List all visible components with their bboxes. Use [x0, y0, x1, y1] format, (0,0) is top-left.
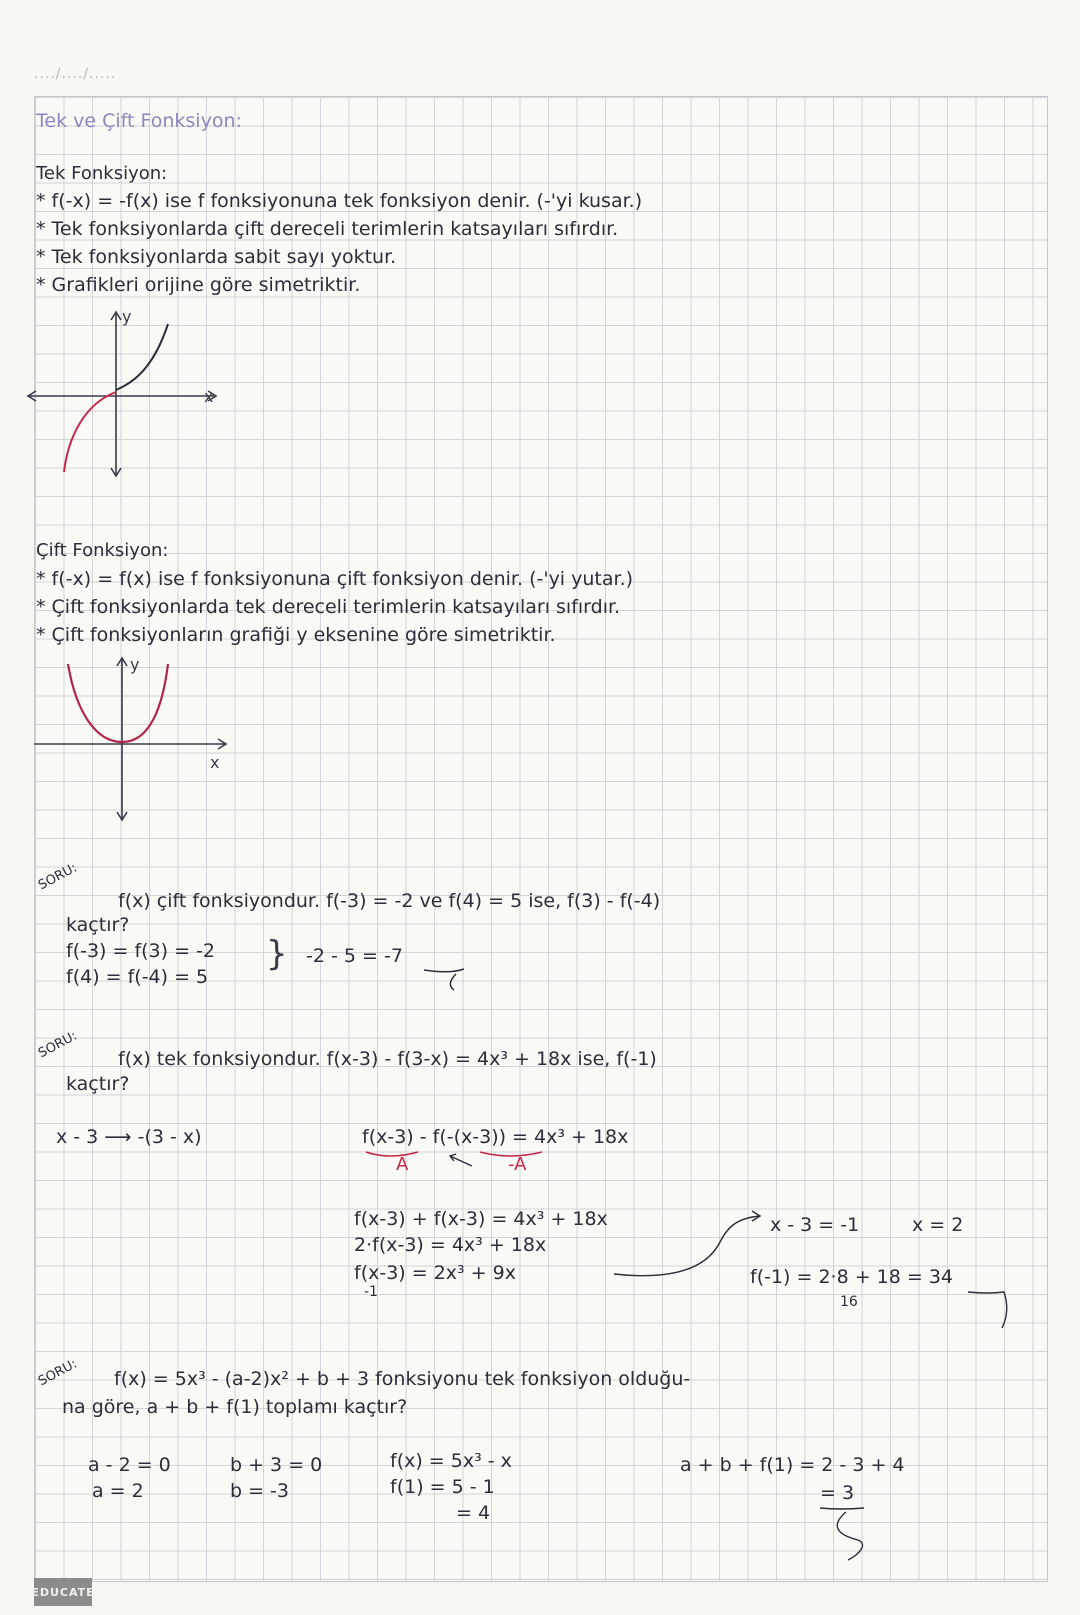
odd-line-2: * Tek fonksiyonlarda çift dereceli terimlerin katsayıları sıfırdır.	[36, 218, 619, 240]
even-function-graph	[30, 650, 240, 830]
q2-side-3: f(-1) = 2·8 + 18 = 34	[750, 1266, 954, 1288]
q2-answer-underline	[966, 1290, 1016, 1340]
q2-step-1: f(x-3) + f(x-3) = 4x³ + 18x	[354, 1208, 608, 1230]
q2-mark-a: A	[396, 1154, 409, 1175]
q2-question-line-1: f(x) tek fonksiyondur. f(x-3) - f(3-x) = 4x³ + 18x ise, f(-1)	[118, 1048, 657, 1070]
q3-b-step-2: b = -3	[230, 1480, 290, 1502]
q1-work-line-2: f(4) = f(-4) = 5	[66, 966, 209, 988]
q1-question-line-1: f(x) çift fonksiyondur. f(-3) = -2 ve f(4) = 5 ise, f(3) - f(-4)	[118, 890, 661, 912]
q2-label: SORU:	[36, 1028, 80, 1062]
q1-work-line-1: f(-3) = f(3) = -2	[66, 940, 216, 962]
q3-a-step-1: a - 2 = 0	[88, 1454, 171, 1476]
q3-a-step-2: a = 2	[92, 1480, 144, 1502]
q1-label: SORU:	[36, 860, 80, 894]
q2-substitution: x - 3 ⟶ -(3 - x)	[56, 1126, 202, 1148]
even-line-3: * Çift fonksiyonların grafiği y eksenine göre simetriktir.	[36, 624, 556, 646]
page-title: Tek ve Çift Fonksiyon:	[36, 110, 242, 132]
odd-heading: Tek Fonksiyon:	[36, 163, 168, 184]
q2-step-2: 2·f(x-3) = 4x³ + 18x	[354, 1234, 547, 1256]
q2-mark-neg-a: -A	[508, 1154, 527, 1175]
q2-main-equation: f(x-3) - f(-(x-3)) = 4x³ + 18x	[362, 1126, 629, 1148]
q3-answer-underline	[818, 1506, 898, 1566]
q2-side-3-note: 16	[840, 1294, 858, 1310]
q3-label: SORU:	[36, 1356, 80, 1390]
q3-f-step-2: f(1) = 5 - 1	[390, 1476, 495, 1498]
odd-line-1: * f(-x) = -f(x) ise f fonksiyonuna tek fonksiyon denir. (-'yi kusar.)	[36, 190, 643, 212]
even-graph-y-label: y	[130, 655, 140, 674]
q3-b-step-1: b + 3 = 0	[230, 1454, 323, 1476]
q3-sum-line-2: = 3	[820, 1482, 855, 1504]
q2-step-3: f(x-3) = 2x³ + 9x	[354, 1262, 516, 1284]
even-line-2: * Çift fonksiyonlarda tek dereceli terimlerin katsayıları sıfırdır.	[36, 596, 621, 618]
odd-graph-y-label: y	[122, 307, 132, 326]
q3-f-step-3: = 4	[456, 1502, 491, 1524]
q1-question-line-2: kaçtır?	[66, 914, 130, 936]
q2-connector-arrow	[610, 1208, 770, 1288]
even-line-1: * f(-x) = f(x) ise f fonksiyonuna çift fonksiyon denir. (-'yi yutar.)	[36, 568, 634, 590]
q2-side-1: x - 3 = -1	[770, 1214, 860, 1236]
q1-brace: }	[266, 934, 288, 974]
q2-step-3-note: -1	[364, 1284, 378, 1300]
even-heading: Çift Fonksiyon:	[36, 540, 169, 561]
odd-function-graph	[28, 308, 228, 488]
odd-graph-x-label: x	[204, 387, 214, 406]
odd-line-4: * Grafikleri orijine göre simetriktir.	[36, 274, 361, 296]
q3-question-line-2: na göre, a + b + f(1) toplamı kaçtır?	[62, 1396, 408, 1418]
q2-question-line-2: kaçtır?	[66, 1073, 130, 1095]
q3-sum-line-1: a + b + f(1) = 2 - 3 + 4	[680, 1454, 905, 1476]
even-graph-x-label: x	[210, 753, 220, 772]
date-field: ..../..../.....	[34, 66, 117, 82]
q2-side-2: x = 2	[912, 1214, 964, 1236]
q1-underline	[420, 966, 500, 996]
q3-question-line-1: f(x) = 5x³ - (a-2)x² + b + 3 fonksiyonu tek fonksiyon olduğu-	[114, 1368, 691, 1390]
q3-f-step-1: f(x) = 5x³ - x	[390, 1450, 512, 1472]
brand-logo: EDUCATE	[34, 1578, 92, 1606]
q1-result: -2 - 5 = -7	[306, 945, 403, 967]
odd-line-3: * Tek fonksiyonlarda sabit sayı yoktur.	[36, 246, 397, 268]
